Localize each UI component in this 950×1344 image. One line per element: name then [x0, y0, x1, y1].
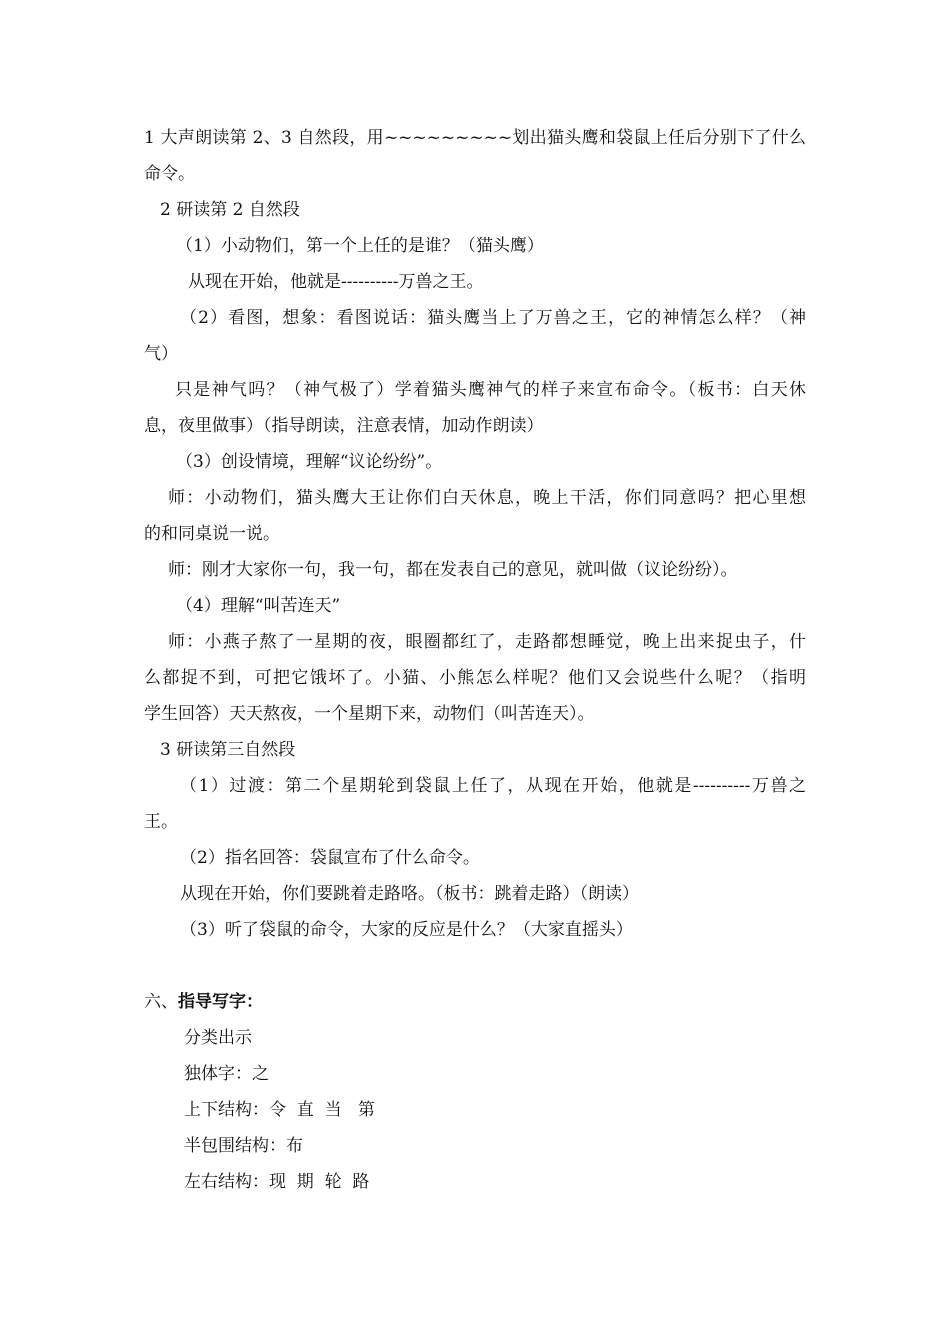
paragraph-line: （4）理解“叫苦连天” — [176, 596, 341, 616]
paragraph-line: （3）听了袋鼠的命令，大家的反应是什么？（大家直摇头） — [180, 920, 633, 940]
writing-line: 半包围结构：布 — [184, 1136, 303, 1156]
section-heading: 2 研读第 2 自然段 — [160, 200, 300, 220]
paragraph-line: 的和同桌说一说。 — [144, 524, 280, 544]
paragraph-line: （2）指名回答：袋鼠宣布了什么命令。 — [180, 848, 480, 868]
section-six-heading — [144, 990, 263, 1014]
paragraph-line: 从现在开始，你们要跳着走路咯。（板书：跳着走路）（朗读） — [180, 884, 639, 904]
section-heading: 3 研读第三自然段 — [160, 740, 296, 760]
paragraph-line: 从现在开始，他就是----------万兽之王。 — [188, 272, 484, 292]
paragraph-line: （2）看图，想象：看图说话：猫头鹰当上了万兽之王，它的神情怎么样？（神 — [180, 308, 806, 328]
paragraph-line: 师：小燕子熬了一星期的夜，眼圈都红了，走路都想睡觉，晚上出来捉虫子，什 — [168, 632, 806, 652]
writing-line: 上下结构：令 直 当 第 — [184, 1100, 375, 1120]
paragraph-line: 师：小动物们，猫头鹰大王让你们白天休息，晚上干活，你们同意吗？把心里想 — [168, 488, 806, 508]
paragraph-line: 王。 — [144, 812, 178, 832]
section-six-prefix: 六、 — [144, 992, 178, 1012]
paragraph-line: 学生回答）天天熬夜，一个星期下来，动物们（叫苦连天）。 — [144, 704, 595, 724]
writing-line: 分类出示 — [184, 1028, 252, 1048]
paragraph-line: （1）过渡：第二个星期轮到袋鼠上任了，从现在开始，他就是----------万兽之 — [180, 776, 806, 796]
paragraph-line: （3）创设情境，理解“议论纷纷”。 — [176, 452, 443, 472]
writing-line: 左右结构：现 期 轮 路 — [184, 1172, 370, 1192]
paragraph-line: 气） — [144, 344, 178, 364]
paragraph-line: 么都捉不到，可把它饿坏了。小猫、小熊怎么样呢？他们又会说些什么呢？（指明 — [144, 668, 806, 688]
paragraph-line: （1）小动物们，第一个上任的是谁？（猫头鹰） — [176, 236, 544, 256]
paragraph-line: 息，夜里做事）（指导朗读，注意表情，加动作朗读） — [144, 416, 544, 436]
paragraph-line: 师：刚才大家你一句，我一句，都在发表自己的意见，就叫做（议论纷纷）。 — [168, 560, 738, 580]
writing-line: 独体字：之 — [184, 1064, 269, 1084]
paragraph-line: 只是神气吗？（神气极了）学着猫头鹰神气的样子来宣布命令。（板书：白天休 — [175, 380, 806, 400]
paragraph-line: 命令。 — [144, 164, 195, 184]
paragraph-line: 1 大声朗读第 2、3 自然段，用~~~~~~~~~划出猫头鹰和袋鼠上任后分别下了什么 — [144, 128, 806, 148]
section-six-title: 指导写字： — [178, 992, 263, 1012]
